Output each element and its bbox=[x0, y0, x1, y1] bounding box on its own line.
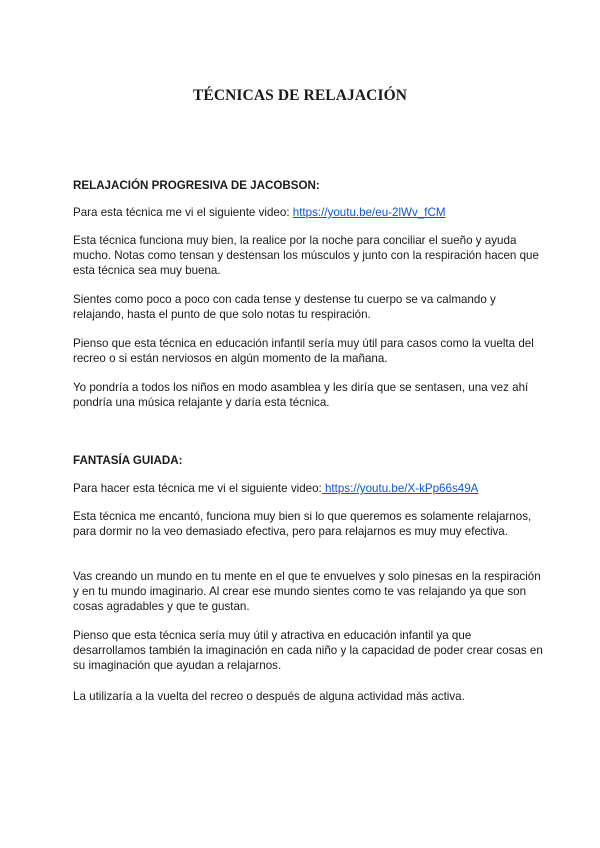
paragraph-text: Esta técnica me encantó, funciona muy bien si lo que queremos es solamente relajarnos, para dormir no la veo demasiado efectiva, pero para relajarnos es muy muy efectiva. bbox=[73, 510, 532, 539]
paragraph-text: Pienso que esta técnica en educación infantil sería muy útil para casos como la vuelta del recreo o si están nerviosos en algún momento de la mañana. bbox=[73, 337, 534, 366]
paragraph-text: Esta técnica funciona muy bien, la realice por la noche para conciliar el sueño y ayuda mucho. Notas como tensan y destensan los músculos y junto con la respiración hacen que esta técnica sea muy buena. bbox=[73, 234, 539, 278]
paragraph bbox=[73, 569, 543, 615]
section-jacobson bbox=[73, 178, 543, 193]
paragraph-text: Sientes como poco a poco con cada tense y destense tu cuerpo se va calmando y relajando, hasta el punto de que solo notas tu respiración. bbox=[73, 293, 496, 322]
paragraph bbox=[73, 628, 543, 674]
paragraph bbox=[73, 509, 543, 539]
paragraph bbox=[73, 292, 543, 322]
paragraph-text: Pienso que esta técnica sería muy útil y atractiva en educación infantil ya que desarrollamos también la imaginación en cada niño y la capacidad de poder crear cosas en su imaginación que ayudan a relajarnos. bbox=[73, 629, 543, 673]
section-heading: FANTASÍA GUIADA: bbox=[73, 454, 183, 467]
video-link[interactable]: https://youtu.be/eu-2lWv_fCM bbox=[292, 206, 446, 219]
section-heading: RELAJACIÓN PROGRESIVA DE JACOBSON: bbox=[73, 179, 320, 192]
video-reference bbox=[73, 481, 543, 496]
paragraph-text: La utilizaría a la vuelta del recreo o después de alguna actividad más activa. bbox=[73, 690, 465, 703]
section-fantasia bbox=[73, 453, 543, 468]
document-title: TÉCNICAS DE RELAJACIÓN bbox=[192, 87, 408, 104]
video-intro-text: Para hacer esta técnica me vi el siguiente video: bbox=[73, 482, 322, 495]
video-reference bbox=[73, 205, 543, 220]
paragraph-text: Vas creando un mundo en tu mente en el que te envuelves y solo pinesas en la respiración y en tu mundo imaginario. Al crear ese mundo sientes como te vas relajando ya que son cosas agradables y que te gustan. bbox=[73, 570, 541, 614]
paragraph bbox=[73, 233, 543, 279]
paragraph-text: Yo pondría a todos los niños en modo asamblea y les diría que se sentasen, una vez ahí pondría una música relajante y daría esta técnica. bbox=[73, 381, 529, 410]
paragraph bbox=[73, 380, 543, 410]
video-link[interactable]: https://youtu.be/X-kPp66s49A bbox=[321, 482, 479, 495]
paragraph bbox=[73, 689, 543, 704]
video-intro-text: Para esta técnica me vi el siguiente video: bbox=[73, 206, 293, 219]
paragraph bbox=[73, 336, 543, 366]
